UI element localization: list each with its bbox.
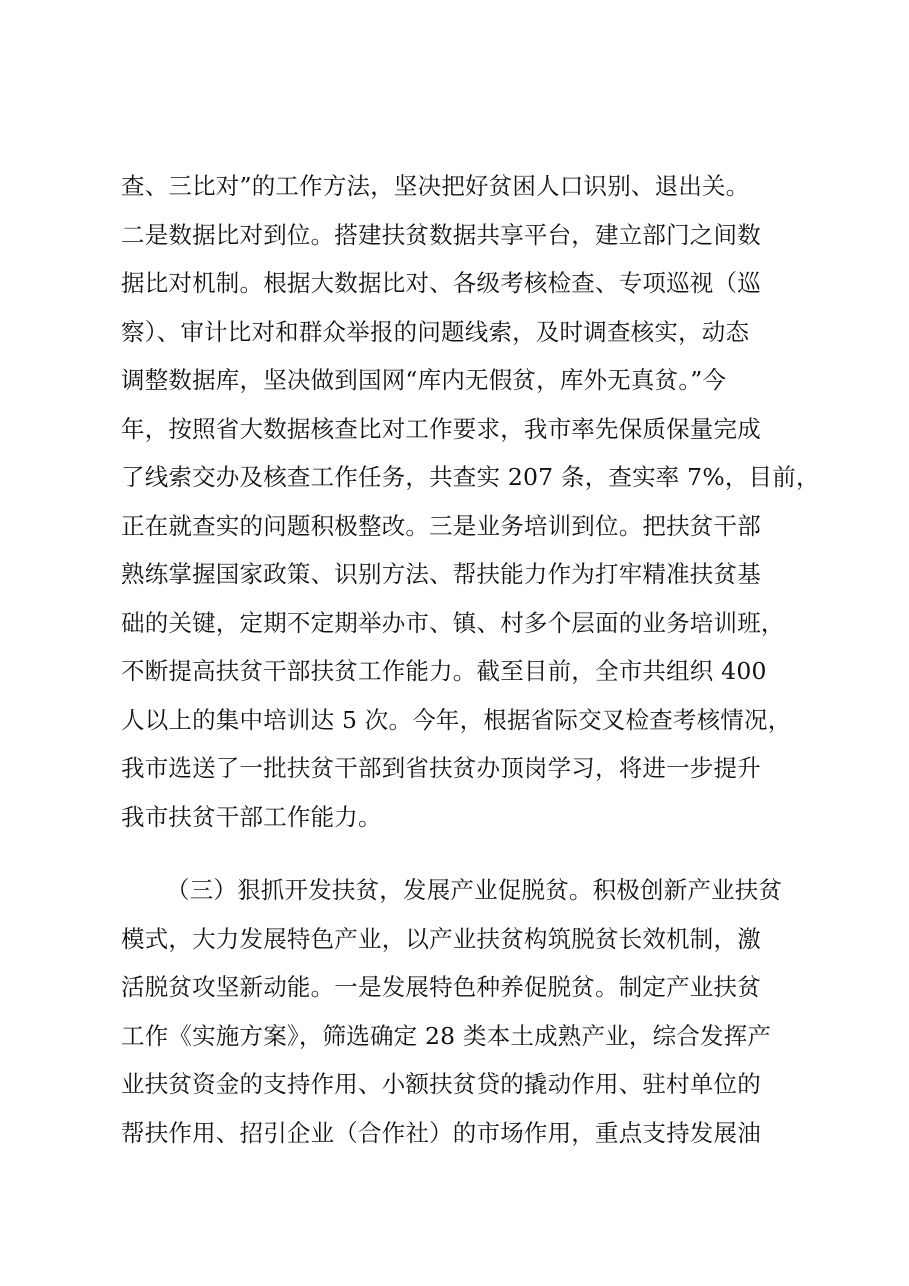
text-line: 工作《实施方案》，筛选确定 28 类本土成熟产业，综合发挥产 xyxy=(121,1021,772,1050)
paragraph-continuation xyxy=(121,162,820,841)
text-line: 不断提高扶贫干部扶贫工作能力。截至目前，全市共组织 400 xyxy=(121,657,767,685)
text-line: 正在就查实的问题积极整改。三是业务培训到位。把扶贫干部 xyxy=(121,511,761,540)
text-line: 调整数据库，坚决做到国网“库内无假贫，库外无真贫。”今 xyxy=(121,366,727,394)
text-line: 查、三比对”的工作方法，坚决把好贫困人口识别、退出关。 xyxy=(121,172,750,200)
paragraph-spacer xyxy=(121,841,801,866)
text-line: 活脱贫攻坚新动能。一是发展特色种养促脱贫。制定产业扶贫 xyxy=(121,973,761,1001)
paragraph-section-three xyxy=(121,866,801,1157)
text-line: 我市选送了一批扶贫干部到省扶贫办顶岗学习，将进一步提升 xyxy=(121,754,761,782)
text-line: 帮扶作用、招引企业（合作社）的市场作用，重点支持发展油 xyxy=(121,1118,761,1147)
text-line: 我市扶贫干部工作能力。 xyxy=(121,802,382,831)
text-line: 了线索交办及核查工作任务，共查实 207 条，查实率 7%，目前， xyxy=(121,463,820,491)
text-line: 二是数据比对到位。搭建扶贫数据共享平台，建立部门之间数 xyxy=(121,220,761,249)
text-line: 年，按照省大数据核查比对工作要求，我市率先保质保量完成 xyxy=(121,414,761,443)
text-line: 察）、审计比对和群众举报的问题线索，及时调查核实，动态 xyxy=(121,317,750,346)
text-line: 模式，大力发展特色产业，以产业扶贫构筑脱贫长效机制，激 xyxy=(121,924,761,953)
text-line: 业扶贫资金的支持作用、小额扶贫贷的撬动作用、驻村单位的 xyxy=(121,1070,761,1098)
text-line-first: （三）狠抓开发扶贫，发展产业促脱贫。积极创新产业扶贫 xyxy=(166,876,783,904)
text-line: 础的关键，定期不定期举办市、镇、村多个层面的业务培训班， xyxy=(121,608,785,637)
document-body xyxy=(121,162,820,1157)
text-line: 据比对机制。根据大数据比对、各级考核检查、专项巡视（巡 xyxy=(121,269,761,297)
text-line: 人以上的集中培训达 5 次。今年，根据省际交叉检查考核情况， xyxy=(121,705,792,734)
text-line: 熟练掌握国家政策、识别方法、帮扶能力作为打牢精准扶贫基 xyxy=(121,560,761,588)
